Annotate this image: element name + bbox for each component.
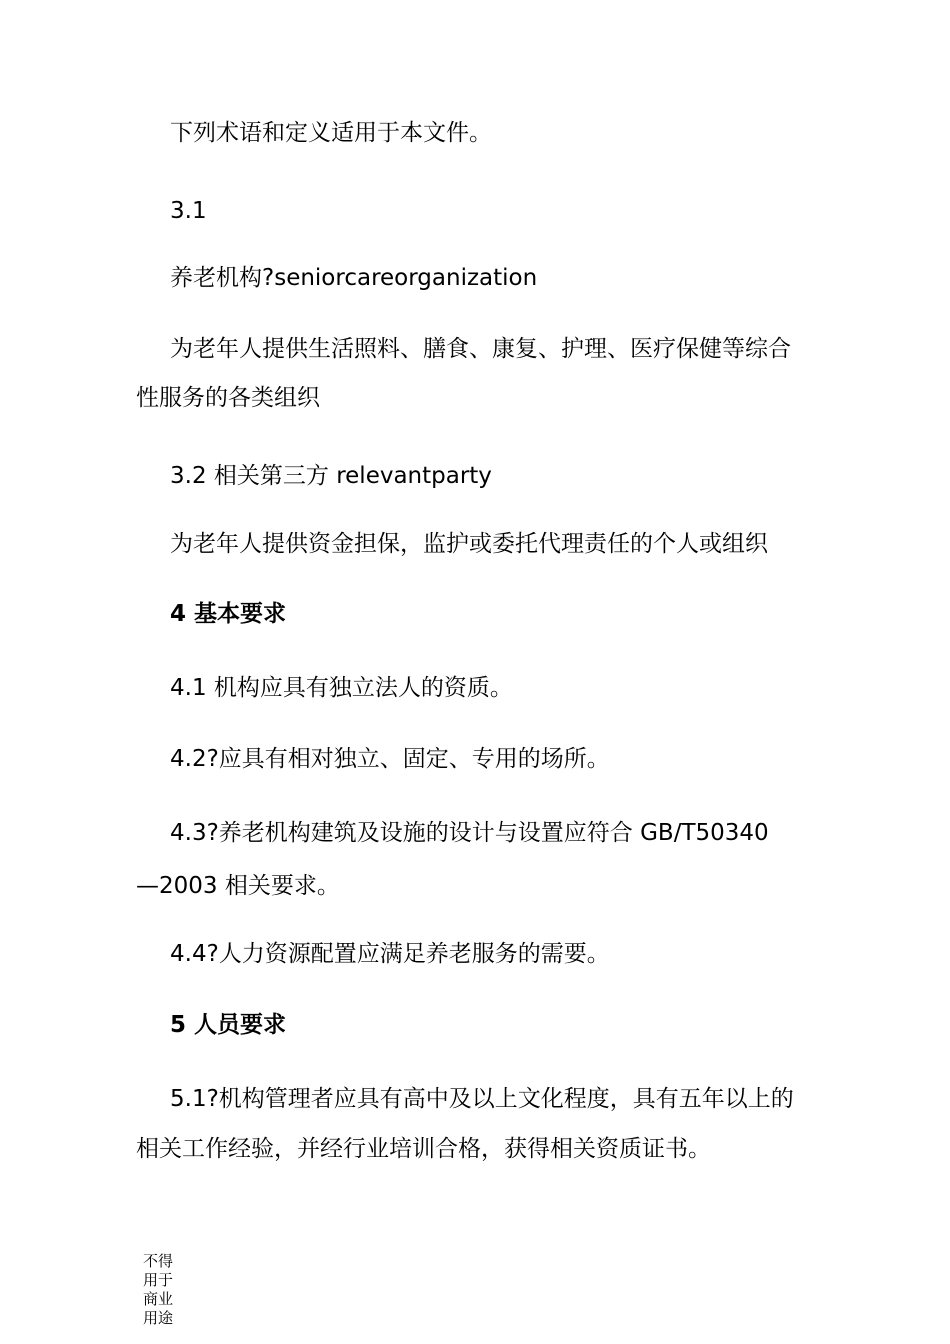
clause-5-1-line-2: 相关工作经验，并经行业培训合格，获得相关资质证书。 [136, 1136, 711, 1162]
clause-4-2: 4.2?应具有相对独立、固定、专用的场所。 [170, 746, 610, 772]
clause-4-4: 4.4?人力资源配置应满足养老服务的需要。 [170, 941, 610, 967]
definition-line-1: 为老年人提供生活照料、膳食、康复、护理、医疗保健等综合 [170, 336, 791, 362]
clause-5-1-line-1: 5.1?机构管理者应具有高中及以上文化程度，具有五年以上的 [170, 1086, 794, 1112]
clause-4-3-line-1: 4.3?养老机构建筑及设施的设计与设置应符合 GB/T50340 [170, 820, 769, 846]
heading-basic-requirements: 4 基本要求 [170, 601, 287, 627]
paragraph-intro: 下列术语和定义适用于本文件。 [170, 120, 492, 146]
section-number-3-1: 3.1 [170, 198, 207, 224]
term-senior-care-organization: 养老机构?seniorcareorganization [170, 265, 538, 291]
watermark-text: 不得用于商业用途 [143, 1252, 174, 1327]
clause-4-1: 4.1 机构应具有独立法人的资质。 [170, 675, 513, 701]
definition-line-2: 性服务的各类组织 [136, 385, 320, 411]
definition-relevant-party: 为老年人提供资金担保，监护或委托代理责任的个人或组织 [170, 531, 768, 557]
term-relevant-party: 3.2 相关第三方 relevantparty [170, 463, 492, 489]
heading-personnel-requirements: 5 人员要求 [170, 1012, 287, 1038]
clause-4-3-line-2: —2003 相关要求。 [136, 873, 340, 899]
